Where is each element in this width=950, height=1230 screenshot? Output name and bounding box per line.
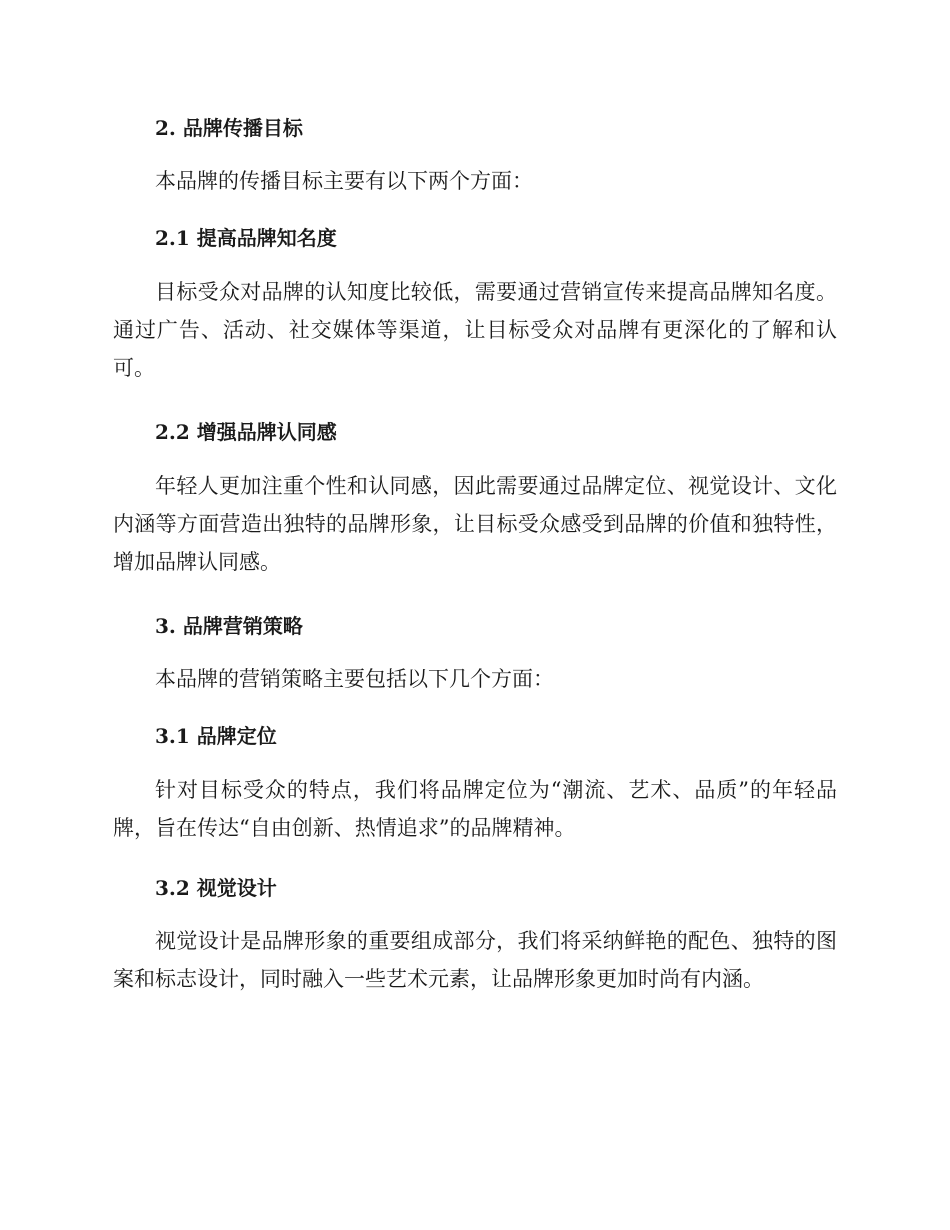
subsection-heading: 2.2 增强品牌认同感 [155, 420, 337, 444]
body-paragraph: 针对目标受众的特点，我们将品牌定位为“潮流、艺术、品质”的年轻品牌，旨在传达“自由创新、热情追求”的品牌精神。 [113, 778, 837, 840]
subsection-heading: 2.1 提高品牌知名度 [155, 226, 337, 250]
body-paragraph: 目标受众对品牌的认知度比较低，需要通过营销宣传来提高品牌知名度。通过广告、活动、社交媒体等渠道，让目标受众对品牌有更深化的了解和认可。 [113, 280, 837, 380]
subsection-heading: 3.1 品牌定位 [155, 724, 277, 748]
subsection-heading: 3.2 视觉设计 [155, 876, 277, 900]
section-heading: 3. 品牌营销策略 [155, 614, 303, 638]
body-paragraph: 本品牌的传播目标主要有以下两个方面： [155, 169, 533, 193]
body-paragraph: 年轻人更加注重个性和认同感，因此需要通过品牌定位、视觉设计、文化内涵等方面营造出独特的品牌形象，让目标受众感受到品牌的价值和独特性，增加品牌认同感。 [113, 474, 837, 574]
body-paragraph: 视觉设计是品牌形象的重要组成部分，我们将采纳鲜艳的配色、独特的图案和标志设计，同时融入一些艺术元素，让品牌形象更加时尚有内涵。 [113, 929, 837, 991]
section-heading: 2. 品牌传播目标 [155, 116, 303, 140]
body-paragraph: 本品牌的营销策略主要包括以下几个方面： [155, 667, 554, 691]
